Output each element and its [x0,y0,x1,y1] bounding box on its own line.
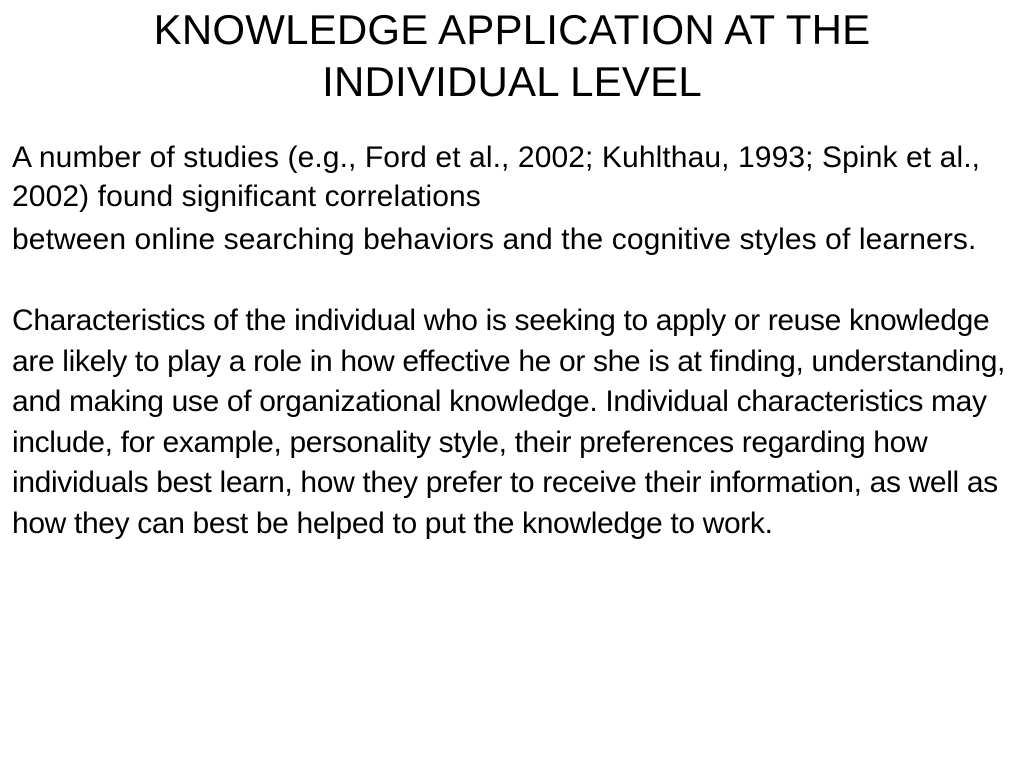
paragraph-spacer [12,259,1018,301]
body-paragraph-2: between online searching behaviors and the cognitive styles of learners. [12,223,977,256]
slide-body [12,138,1018,544]
body-paragraph-1: A number of studies (e.g., Ford et al., 2002; Kuhlthau, 1993; Spink et al., 2002) found significant correlations [12,141,981,213]
body-paragraph-3: Characteristics of the individual who is seeking to apply or reuse knowledge are likely to play a role in how effective he or she is at finding, understanding, and making use of organizational knowledge. Individual characteristics may include, for example, personality style, their preferences regarding how individuals best learn, how they prefer to receive their information, as well as how they can best be helped to put the knowledge to work. [12,304,1006,540]
slide-title: KNOWLEDGE APPLICATION AT THE INDIVIDUAL LEVEL [153,6,871,105]
